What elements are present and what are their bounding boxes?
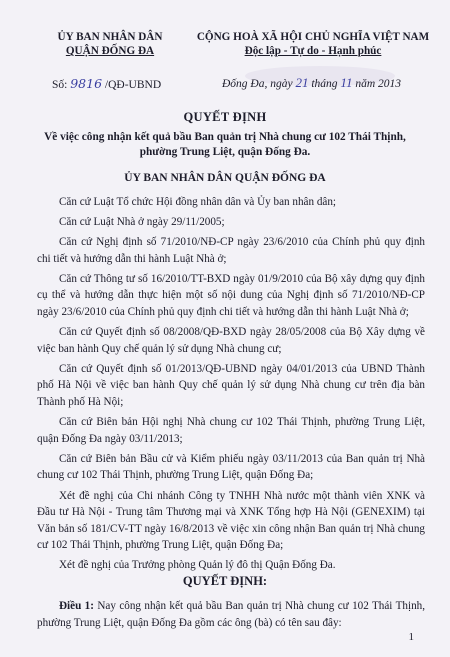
body-paragraph: Căn cứ Quyết định số 01/2013/QĐ-UBND ngày 04/01/2013 của UBND Thành phố Hà Nội về việc ban hành Quy chế quản lý sử dụng Nhà chung cư trên địa bàn Thành phố Hà Nội; (37, 362, 425, 409)
issuing-authority-header (40, 30, 180, 58)
document-number (52, 76, 161, 91)
document-title: QUYẾT ĐỊNH (183, 110, 267, 124)
body-paragraph: Căn cứ Biên bản Bầu cử và Kiểm phiếu ngày 03/11/2013 của Ban quản trị Nhà chung cư 102 Thái Thịnh, phường Trung Liệt, quận Đống Đa; (37, 452, 425, 482)
body-paragraph: Căn cứ Quyết định số 08/2008/QĐ-BXD ngày 28/05/2008 của Bộ Xây dựng về việc ban hành Quy chế quản lý sử dụng Nhà chung cư; (37, 326, 425, 355)
date-suffix: năm 2013 (352, 78, 402, 90)
page-number: 1 (408, 631, 414, 643)
body-paragraph: Căn cứ Thông tư số 16/2010/TT-BXD ngày 01/9/2010 của Bộ xây dựng quy định cụ thể và hướng dẫn thực hiện một số nội dung của Nghị định số 71/2010/NĐ-CP ngày 23/6/2010 của Chính phủ quy định chi tiết và hướng dẫn thi hành Luật Nhà ở; (37, 272, 425, 319)
national-header (188, 30, 438, 58)
decision-heading: QUYẾT ĐỊNH: (182, 574, 268, 588)
org-line-1: ỦY BAN NHÂN DÂN (57, 31, 163, 43)
date-mid: tháng (308, 78, 341, 90)
nation-name: CỘNG HOÀ XÃ HỘI CHỦ NGHĨA VIỆT NAM (196, 31, 430, 43)
date-prefix: Đống Đa, ngày (222, 78, 296, 90)
body-paragraph: Xét đề nghị của Chi nhánh Công ty TNHH Nhà nước một thành viên XNK và Đầu tư Hà Nội - Trung tâm Thương mại và XNK Tổng hợp Hà Nội (GENEXIM) tại Văn bản số 181/CV-TT ngày 16/8/2013 về việc xin công nhận Ban quản trị Nhà chung cư 102 Thái Thịnh, phường Trung Liệt, quận Đống Đa; (37, 489, 425, 552)
body-paragraph: Căn cứ Luật Nhà ở ngày 29/11/2005; (59, 216, 225, 229)
date-day-handwritten: 21 (295, 75, 309, 90)
org-line-2: QUẬN ĐỐNG ĐA (65, 45, 155, 57)
article-1-label: Điều 1: (59, 600, 94, 612)
body-paragraph: Căn cứ Biên bản Hội nghị Nhà chung cư 102 Thái Thịnh, phường Trung Liệt, quận Đống Đa ngày 03/11/2013; (37, 416, 425, 445)
document-body (37, 194, 425, 574)
article-1-text: Nay công nhận kết quả bầu Ban quản trị Nhà chung cư 102 Thái Thịnh, phường Trung Liệt, quận Đống Đa gồm các ông (bà) có tên sau đây: (37, 600, 425, 629)
article-1 (37, 598, 425, 631)
ref-suffix: /QĐ-UBND (102, 79, 162, 91)
authority-heading: ỦY BAN NHÂN DÂN QUẬN ĐỐNG ĐA (124, 172, 326, 184)
ref-prefix: Số: (52, 79, 71, 91)
body-paragraph: Căn cứ Luật Tổ chức Hội đồng nhân dân và Ủy ban nhân dân; (59, 196, 337, 208)
document-date (222, 75, 401, 91)
body-paragraph: Căn cứ Nghị định số 71/2010/NĐ-CP ngày 23/6/2010 của Chính phủ quy định chi tiết và hướng dẫn thi hành Luật Nhà ở; (37, 236, 425, 265)
document-subject: Về việc công nhận kết quả bầu Ban quản trị Nhà chung cư 102 Thái Thịnh, phường Trung Liệt, quận Đống Đa. (44, 131, 406, 158)
date-month-handwritten: 11 (340, 75, 353, 90)
body-paragraph: Xét đề nghị của Trưởng phòng Quản lý đô thị Quận Đống Đa. (59, 559, 336, 572)
ref-number-handwritten: 9816 (70, 76, 103, 91)
national-motto: Độc lập - Tự do - Hạnh phúc (244, 45, 382, 57)
